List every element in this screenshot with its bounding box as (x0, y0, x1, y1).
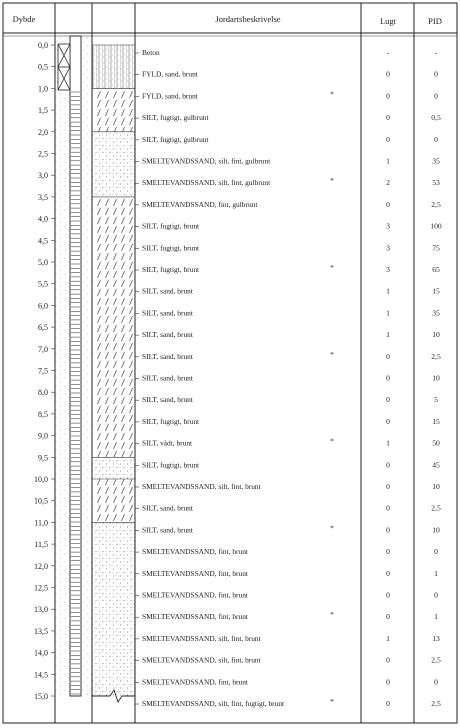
odor-value: 1 (386, 308, 390, 318)
odor-value: 0 (386, 351, 390, 361)
description-text: SILT, sand, brunt (142, 525, 193, 535)
depth-label: 4,5 (38, 236, 48, 246)
depth-label: 7,0 (38, 344, 48, 354)
lithology-band (93, 305, 135, 327)
depth-label: 11,0 (34, 518, 48, 528)
lithology-band (93, 45, 135, 67)
pid-value: 1 (434, 612, 438, 622)
lithology-band (93, 566, 135, 588)
pid-value: 50 (432, 438, 440, 448)
odor-value: 1 (386, 438, 390, 448)
odor-value: 1 (386, 156, 390, 166)
odor-value: 0 (386, 655, 390, 665)
description-text: SILT, vådt, brunt (142, 438, 193, 448)
odor-value: 0 (386, 69, 390, 79)
pid-value: 0 (434, 69, 438, 79)
description-text: SILT, fugtigt, gulbrunt (142, 134, 209, 144)
description-text: SILT, sand, brunt (142, 330, 193, 340)
depth-label: 10,0 (34, 475, 48, 484)
odor-value: 0 (386, 460, 390, 470)
pid-value: 15 (432, 416, 440, 426)
lithology-band (93, 653, 135, 675)
lithology-pattern-column (92, 45, 135, 696)
pid-value: 100 (430, 221, 442, 231)
header-description: Jordartsbeskrivelse (215, 14, 281, 24)
pid-value: 1 (434, 568, 438, 578)
description-text: SMELTEVANDSSAND, fint, gulbrunt (142, 199, 258, 209)
pid-value: 65 (432, 265, 440, 274)
pid-value: 2,5 (431, 655, 441, 665)
depth-label: 13,0 (34, 605, 48, 615)
odor-value: 0 (386, 677, 390, 687)
lithology-band (93, 154, 135, 176)
lithology-band (93, 414, 135, 436)
pid-value: 10 (432, 373, 440, 383)
pid-value: 75 (432, 243, 440, 253)
lithology-band (93, 674, 135, 696)
odor-value: 0 (386, 525, 390, 535)
lithology-band (93, 371, 135, 393)
description-text: SILT, sand, brunt (142, 308, 193, 318)
odor-value: 0 (386, 547, 390, 557)
lithology-band (93, 175, 135, 197)
pid-value: 0 (434, 590, 438, 600)
description-text: SILT, sand, brunt (142, 395, 193, 405)
description-text: FYLD, sand, brunt (142, 69, 198, 79)
description-text: SILT, fugtigt, brunt (142, 416, 200, 426)
sample-marker: * (330, 436, 334, 446)
pid-value: 10 (432, 330, 440, 340)
description-text: Beton (142, 48, 160, 57)
odor-value: 0 (386, 395, 390, 405)
odor-value: 0 (386, 612, 390, 622)
depth-label: 13,5 (34, 626, 48, 636)
pid-value: 13 (432, 633, 440, 643)
odor-value: 0 (386, 91, 390, 101)
depth-label: 0,0 (38, 41, 48, 50)
lithology-band (93, 284, 135, 306)
sample-marker: * (330, 523, 334, 533)
header-pid: PID (428, 16, 442, 26)
pid-value: 0 (434, 547, 438, 557)
well-top-cap-icon (58, 44, 70, 90)
depth-label: 3,0 (38, 171, 48, 181)
sample-marker: * (330, 176, 334, 186)
lithology-band (93, 392, 135, 414)
depth-label: 7,5 (38, 366, 48, 376)
depth-label: 11,5 (34, 540, 48, 550)
odor-value: 1 (386, 330, 390, 340)
odor-value: - (386, 48, 390, 57)
odor-value: 3 (386, 221, 390, 231)
depth-label: 15,0 (34, 692, 48, 701)
depth-label: 5,5 (38, 279, 48, 289)
pid-value: 10 (432, 525, 440, 535)
lithology-band (93, 436, 135, 458)
odor-value: 0 (386, 416, 390, 426)
lithology-band (93, 132, 135, 154)
lithology-band (93, 479, 135, 501)
depth-label: 14,0 (34, 648, 48, 658)
pid-value: 35 (432, 308, 440, 318)
odor-value: 1 (386, 286, 390, 296)
pid-value: 2,5 (431, 699, 441, 708)
pid-value: 35 (432, 156, 440, 166)
lithology-band (93, 609, 135, 631)
sample-marker: * (330, 349, 334, 359)
description-text: SILT, sand, brunt (142, 351, 193, 361)
odor-value: 3 (386, 265, 390, 274)
depth-label: 6,5 (38, 323, 48, 333)
odor-value: 0 (386, 590, 390, 600)
description-text: SMELTEVANDSSAND, silt, fint, brunt (142, 633, 261, 643)
description-text: SMELTEVANDSSAND, fint, brunt (142, 612, 248, 622)
lithology-band (93, 544, 135, 566)
description-text: FYLD, sand, brunt (142, 91, 198, 101)
description-text: SMELTEVANDSSAND, silt, fint, gulbrunt (142, 178, 271, 188)
sample-marker: * (330, 263, 334, 272)
odor-value: 1 (386, 633, 390, 643)
pid-value: 0,5 (431, 113, 441, 123)
header-depth: Dybde (12, 14, 36, 24)
lithology-band (93, 240, 135, 262)
description-text: SMELTEVANDSSAND, silt, fint, fugtigt, brunt (142, 699, 285, 708)
depth-label: 8,0 (38, 388, 48, 398)
description-text: SMELTEVANDSSAND, silt, fint, brunt (142, 482, 261, 491)
lithology-band (93, 522, 135, 544)
odor-value: 2 (386, 178, 390, 188)
description-text: SMELTEVANDSSAND, silt, fint, brunt (142, 655, 261, 665)
pid-value: 0 (434, 134, 438, 144)
well-screen-ticks (71, 92, 80, 694)
depth-label: 10,5 (34, 496, 48, 506)
depth-label: 1,5 (38, 106, 48, 116)
odor-value: 0 (386, 482, 390, 491)
description-text: SMELTEVANDSSAND, fint, brunt (142, 677, 248, 687)
lithology-band (93, 327, 135, 349)
odor-value: 0 (386, 373, 390, 383)
lithology-band (93, 457, 135, 479)
lithology-band (93, 631, 135, 653)
description-text: SMELTEVANDSSAND, silt, fint, gulbrunt (142, 156, 271, 166)
description-text: SMELTEVANDSSAND, fint, brunt (142, 590, 248, 600)
pid-value: 5 (434, 395, 438, 405)
pid-value: 53 (432, 178, 440, 188)
pid-value: 0 (434, 677, 438, 687)
odor-value: 0 (386, 113, 390, 123)
lithology-band (93, 588, 135, 610)
depth-label: 2,0 (38, 127, 48, 137)
description-text: SMELTEVANDSSAND, fint, brunt (142, 547, 248, 557)
sample-marker: * (330, 610, 334, 620)
description-text: SILT, fugtigt, gulbrunt (142, 113, 209, 123)
lithology-band (93, 219, 135, 241)
description-text: SMELTEVANDSSAND, fint, brunt (142, 568, 248, 578)
depth-label: 1,0 (38, 84, 48, 94)
description-text: SILT, fugtigt, brunt (142, 265, 200, 274)
description-text: SILT, sand, brunt (142, 373, 193, 383)
lithology-band (93, 501, 135, 523)
depth-label: 0,5 (38, 62, 48, 72)
pid-value: 10 (432, 482, 440, 491)
lithology-band (93, 349, 135, 371)
sample-marker: * (330, 89, 334, 99)
pid-value: 2,5 (431, 351, 441, 361)
pid-value: 2,5 (431, 199, 441, 209)
odor-value: 3 (386, 243, 390, 253)
depth-label: 4,0 (38, 214, 48, 224)
depth-label: 8,5 (38, 409, 48, 419)
pid-value: 45 (432, 460, 440, 470)
odor-value: 0 (386, 134, 390, 144)
pid-value: - (434, 48, 438, 57)
description-text: SILT, sand, brunt (142, 286, 193, 296)
sample-marker: * (330, 697, 334, 706)
description-text: SILT, fugtigt, brunt (142, 221, 200, 231)
lithology-band (93, 262, 135, 284)
pid-value: 2,5 (431, 503, 441, 513)
lithology-band (93, 197, 135, 219)
depth-label: 14,5 (34, 670, 48, 680)
depth-label: 5,0 (38, 258, 48, 267)
lithology-band (93, 67, 135, 89)
pid-value: 0 (434, 91, 438, 101)
odor-value: 0 (386, 699, 390, 708)
lithology-band (93, 88, 135, 110)
depth-label: 2,5 (38, 149, 48, 159)
depth-label: 3,5 (38, 192, 48, 202)
lithology-band (93, 110, 135, 132)
odor-value: 0 (386, 199, 390, 209)
header-odor: Lugt (379, 16, 397, 26)
depth-label: 12,0 (34, 561, 48, 571)
description-text: SILT, sand, brunt (142, 503, 193, 513)
odor-value: 0 (386, 568, 390, 578)
pid-value: 15 (432, 286, 440, 296)
depth-label: 9,0 (38, 431, 48, 441)
description-text: SILT, fugtigt, brunt (142, 243, 200, 253)
odor-value: 0 (386, 503, 390, 513)
depth-label: 6,0 (38, 301, 48, 311)
depth-label: 12,5 (34, 583, 48, 593)
depth-label: 9,5 (38, 453, 48, 463)
description-text: SILT, fugtigt, brunt (142, 460, 200, 470)
